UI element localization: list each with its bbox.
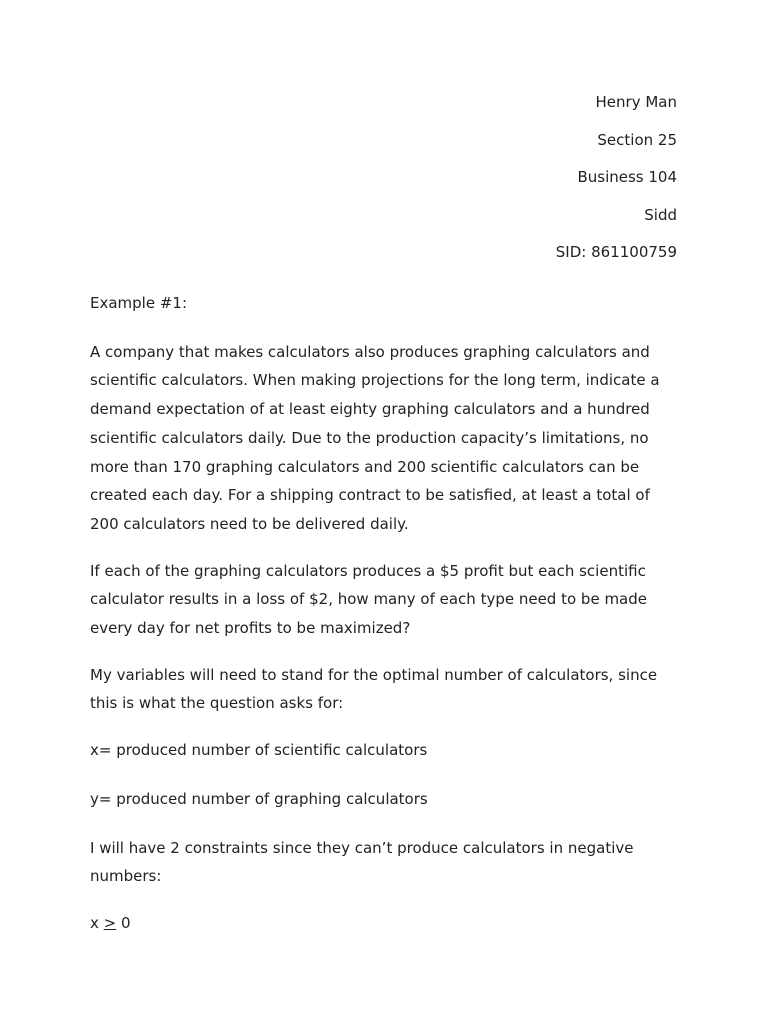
example-heading: Example #1: [90, 294, 188, 312]
section-line: Section 25 [597, 130, 677, 149]
x-definition: x= produced number of scientific calculators [90, 741, 428, 760]
student-id-line: SID: 861100759 [555, 243, 677, 261]
author-name: Henry Man [595, 93, 677, 111]
variables-paragraph: My variables will need to stand for the optimal number of calculators, since this is what the question asks for: [90, 665, 658, 713]
constraint-variable: x [90, 913, 99, 932]
author-header [556, 90, 677, 278]
constraint-value: 0 [121, 913, 131, 932]
problem-paragraph: A company that makes calculators also produces graphing calculators and scientific calculators. When making projections for the long term, indicate a demand expectation of at least eighty graphing calculators and a hundred scientific calculators daily. Due to the production capacity’s limitations, no more than 170 graphing calculators and 200 scientific calculators can be created each day. For a shipping contract to be satisfied, at least a total of 200 calculators need to be delivered daily. [90, 342, 660, 533]
document-body [90, 289, 680, 958]
constraints-paragraph: I will have 2 constraints since they can’t produce calculators in negative numbers: [90, 838, 634, 886]
question-paragraph: If each of the graphing calculators produces a $5 profit but each scientific calculator results in a loss of $2, how many of each type need to be made every day for net profits to be maximized? [90, 561, 647, 638]
y-definition: y= produced number of graphing calculators [90, 789, 428, 808]
constraint-x [90, 909, 680, 938]
constraint-operator: > [103, 913, 117, 932]
course-line: Business 104 [577, 168, 677, 186]
instructor-line: Sidd [644, 205, 677, 224]
